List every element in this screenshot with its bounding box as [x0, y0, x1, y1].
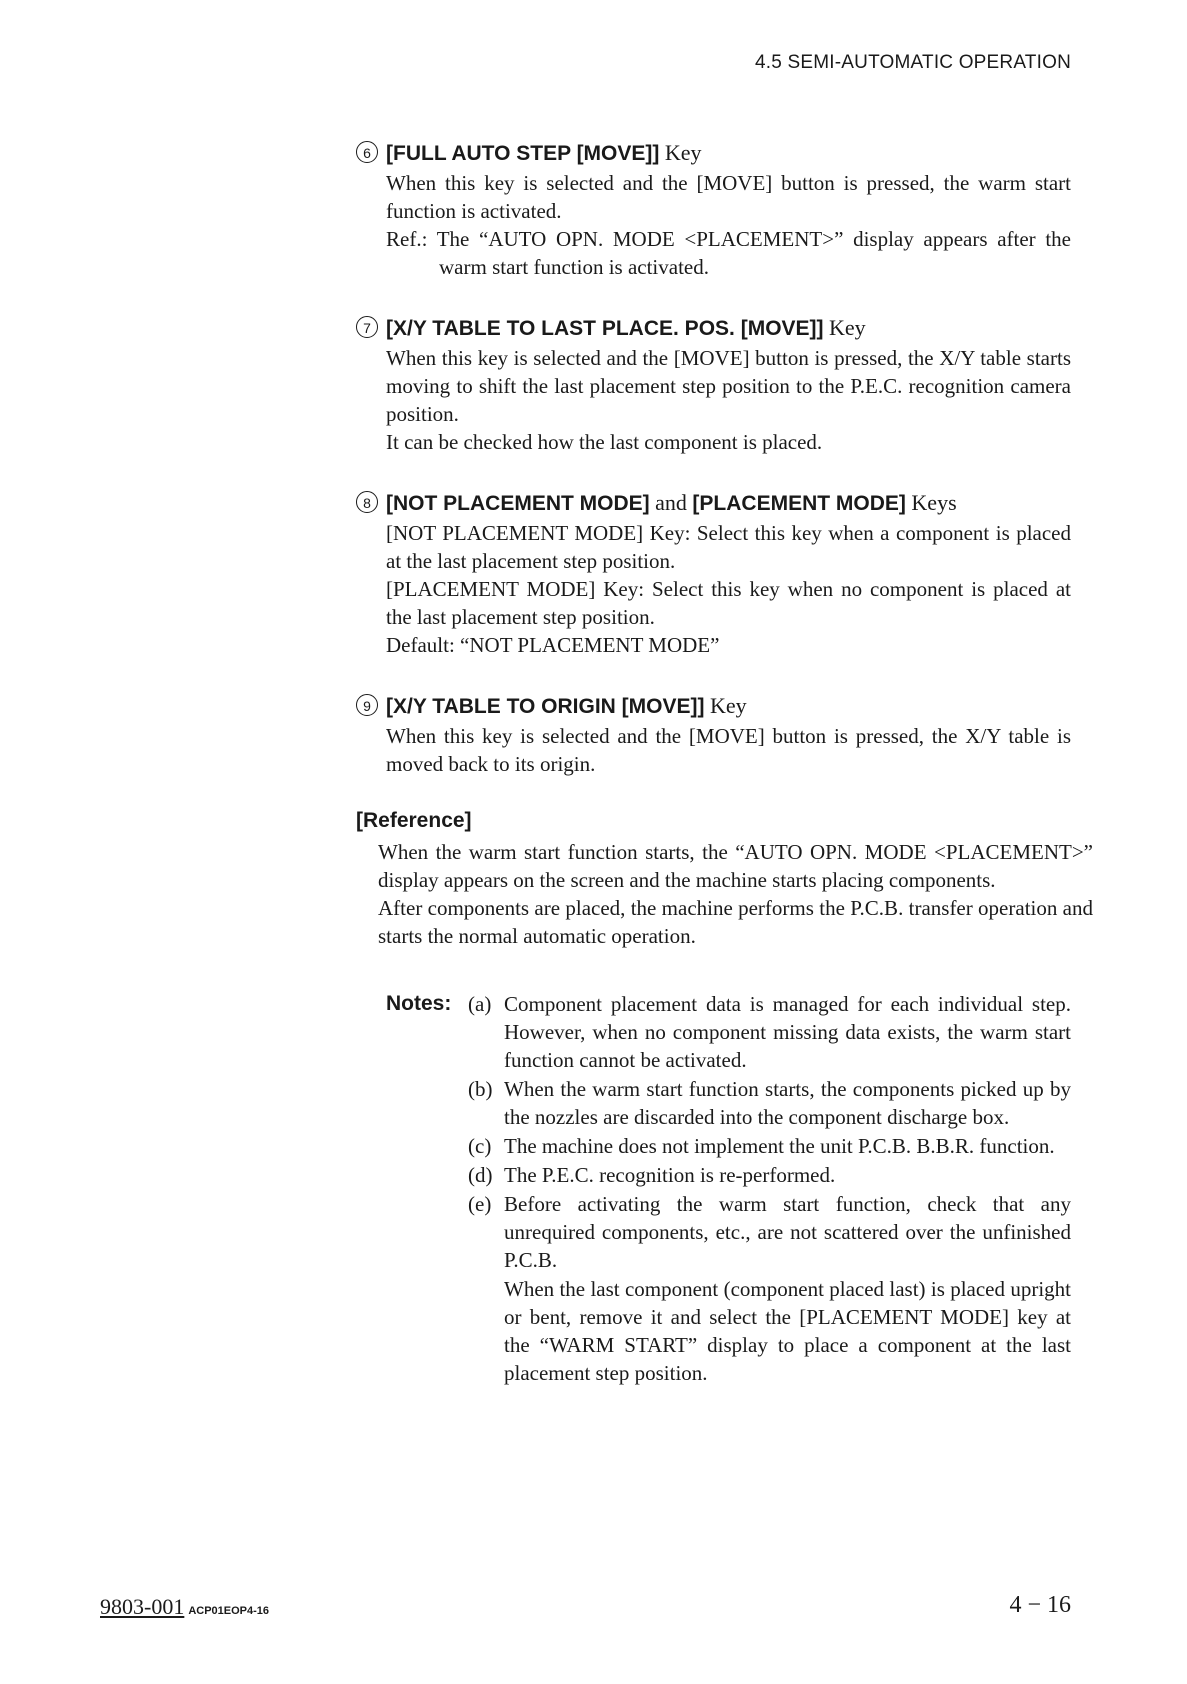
note-letter: (c)	[468, 1134, 492, 1158]
note-item	[386, 1161, 1071, 1189]
note-letter: (a)	[468, 992, 492, 1016]
note-item	[386, 1132, 1071, 1160]
reference-body	[378, 838, 1093, 950]
note-letter: (b)	[468, 1077, 493, 1101]
key-conjunction: and	[649, 490, 693, 515]
key-suffix: Keys	[905, 490, 957, 515]
section-body-2: [PLACEMENT MODE] Key: Select this key when no component is placed at the last placement step position.	[386, 577, 1071, 629]
main-content	[356, 138, 1093, 950]
note-text: Component placement data is managed for each individual step. However, when no component missing data exists, the warm start function cannot be activated.	[504, 992, 1071, 1072]
reference-block	[356, 806, 1093, 950]
key-name-2: [PLACEMENT MODE]	[692, 492, 906, 515]
section-9	[363, 691, 1071, 778]
section-heading	[356, 138, 1071, 169]
key-name: [X/Y TABLE TO LAST PLACE. POS. [MOVE]]	[386, 317, 824, 340]
note-text: Before activating the warm start function, check that any unrequired components, etc., are not scattered over the unfinished P.C.B.	[504, 1192, 1071, 1272]
key-suffix: Key	[704, 693, 747, 718]
section-body: When this key is selected and the [MOVE] button is pressed, the warm start function is activated.	[386, 171, 1071, 223]
section-default: Default: “NOT PLACEMENT MODE”	[386, 633, 720, 657]
section-body: When this key is selected and the [MOVE] button is pressed, the X/Y table starts moving to shift the last placement step position to the P.E.C. recognition camera position.	[386, 346, 1071, 426]
circled-number: 8	[356, 491, 378, 513]
doc-code: ACP01EOP4-16	[188, 1605, 270, 1617]
note-item	[386, 1190, 1071, 1274]
running-header: 4.5 SEMI-AUTOMATIC OPERATION	[755, 52, 1071, 73]
key-name: [NOT PLACEMENT MODE]	[386, 492, 650, 515]
section-ref-note: Ref.: The “AUTO OPN. MODE <PLACEMENT>” display appears after the warm start function is activated.	[386, 227, 1071, 279]
key-suffix: Key	[659, 140, 702, 165]
key-suffix: Key	[823, 315, 866, 340]
note-text: When the warm start function starts, the components picked up by the nozzles are discarded into the component discharge box.	[504, 1077, 1071, 1129]
circled-number: 9	[356, 694, 378, 716]
doc-number: 9803-001	[100, 1594, 185, 1619]
note-extra-text: When the last component (component placed last) is placed upright or bent, remove it and select the [PLACEMENT MODE] key at the “WARM START” display to place a component at the last placement step position.	[504, 1277, 1071, 1385]
note-text: The machine does not implement the unit P.C.B. B.B.R. function.	[504, 1134, 1055, 1158]
section-heading	[356, 691, 1071, 722]
key-name: [X/Y TABLE TO ORIGIN [MOVE]]	[386, 695, 705, 718]
footer-doc-id	[100, 1594, 269, 1620]
note-item	[386, 990, 1071, 1074]
section-body-2: It can be checked how the last component is placed.	[386, 430, 823, 454]
section-8	[363, 488, 1071, 659]
section-7	[363, 313, 1071, 456]
note-letter: (e)	[468, 1192, 492, 1216]
section-heading	[356, 313, 1071, 344]
section-heading	[356, 488, 1071, 519]
reference-para: After components are placed, the machine performs the P.C.B. transfer operation and starts the normal automatic operation.	[378, 896, 1093, 948]
reference-para: When the warm start function starts, the “AUTO OPN. MODE <PLACEMENT>” display appears on the screen and the machine starts placing components.	[378, 840, 1093, 892]
notes-block	[386, 990, 1071, 1387]
section-body: When this key is selected and the [MOVE] button is pressed, the X/Y table is moved back to its origin.	[386, 724, 1071, 776]
circled-number: 7	[356, 316, 378, 338]
reference-title: [Reference]	[356, 809, 472, 832]
notes-label: Notes:	[386, 992, 452, 1015]
note-text: The P.E.C. recognition is re-performed.	[504, 1163, 836, 1187]
section-6	[363, 138, 1071, 281]
circled-number: 6	[356, 141, 378, 163]
page-number: 4 − 16	[1009, 1592, 1071, 1618]
section-body: [NOT PLACEMENT MODE] Key: Select this key when a component is placed at the last placement step position.	[386, 521, 1071, 573]
key-name: [FULL AUTO STEP [MOVE]]	[386, 142, 660, 165]
note-item	[386, 1075, 1071, 1131]
note-letter: (d)	[468, 1163, 493, 1187]
